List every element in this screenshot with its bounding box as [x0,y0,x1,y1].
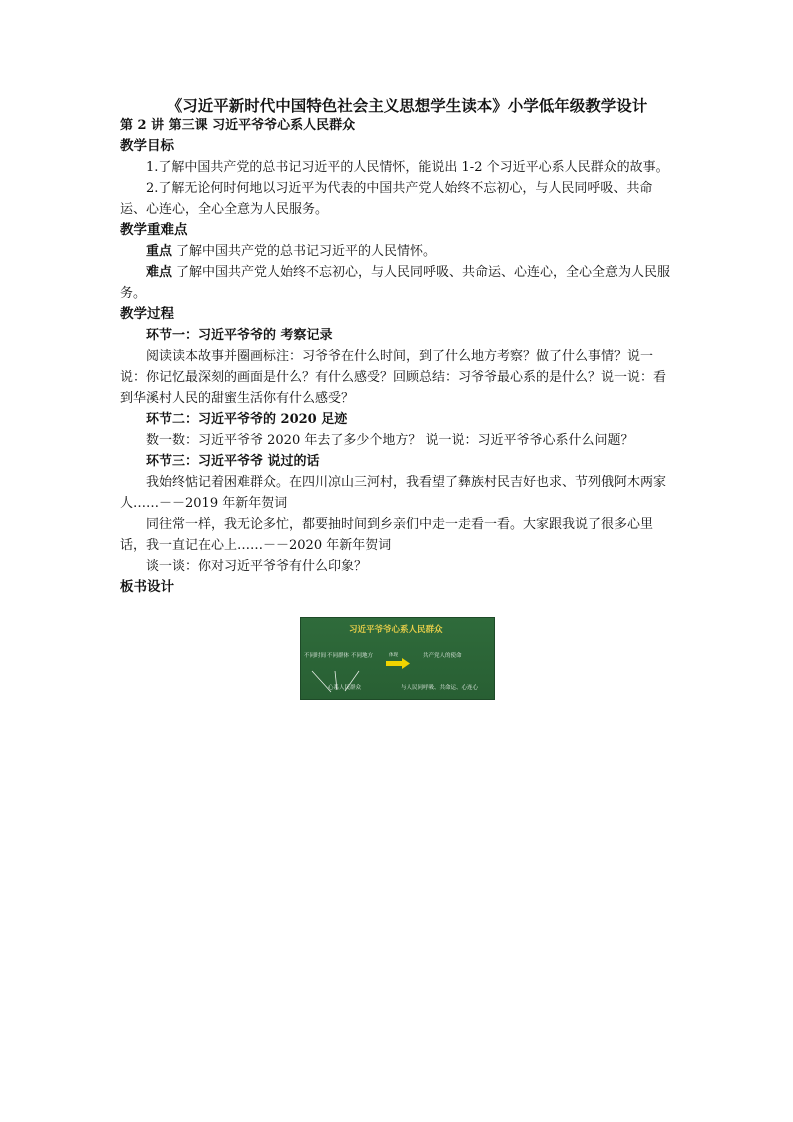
difficult-text: 了解中国共产党人始终不忘初心，与人民同呼吸、共命运、心连心，全心全意为人民服务。 [120,265,671,301]
board-title: 习近平爷爷心系人民群众 [349,625,443,635]
key-point [120,241,676,262]
step2-text: 数一数：习近平爷爷 2020 年去了多少个地方？ 说一说：习近平爷爷心系什么问题？ [146,433,634,448]
step1-title: 环节一：习近平爷爷的 考察记录 [146,328,333,343]
lesson-title: 第 2 讲 第三课 习近平爷爷心系人民群众 [120,118,356,133]
step1-text: 阅读读本故事并圈画标注：习爷爷在什么时间，到了什么地方考察？做了什么事情？说一说：你记忆最深刻的画面是什么？有什么感受？回顾总结：习爷爷最心系的是什么？说一说：看到华溪村人民的甜蜜生活你有什么感受？ [120,349,667,406]
discussion-prompt: 谈一谈：你对习近平爷爷有什么印象？ [146,559,368,574]
board-center: 心系人民群众 [328,685,362,691]
board-label-time: 不同时间 [304,653,327,659]
keypoints-heading: 教学重难点 [120,222,188,238]
board-mission: 共产党人的使命 [423,653,462,659]
board-heading: 板书设计 [120,579,174,595]
board-arrow-text: 体现 [389,653,398,658]
key-label: 重点 [146,244,173,259]
process-heading: 教学过程 [120,306,174,322]
step3-title: 环节三：习近平爷爷 说过的话 [146,454,320,469]
board-label-place: 不同地方 [351,653,374,659]
board-label-group: 不同群体 [327,653,350,659]
quote-2020: 同往常一样，我无论多忙，都要抽时间到乡亲们中走一走看一看。大家跟我说了很多心里话，我一直记在心上……－－2020 年新年贺词 [120,517,654,553]
objectives-heading: 教学目标 [120,138,174,154]
quote-2019: 我始终惦记着困难群众。在四川凉山三河村，我看望了彝族村民吉好也求、节列俄阿木两家人……－－2019 年新年贺词 [120,475,667,511]
step2-title: 环节二：习近平爷爷的 2020 足迹 [146,412,348,427]
document-title: 《习近平新时代中国特色社会主义思想学生读本》小学低年级教学设计 [166,96,648,115]
document-body [120,94,676,598]
difficult-label: 难点 [146,265,173,280]
key-text: 了解中国共产党的总书记习近平的人民情怀。 [176,244,437,259]
board-result: 与人民同呼吸、共命运、心连心 [401,685,479,691]
objective-2: 2.了解无论何时何地以习近平为代表的中国共产党人始终不忘初心，与人民同呼吸、共命运、心连心，全心全意为人民服务。 [120,181,653,217]
objective-1: 1.了解中国共产党的总书记习近平的人民情怀，能说出 1-2 个习近平心系人民群众的故事。 [146,160,669,175]
difficult-point [120,262,676,304]
blackboard-image [300,617,495,700]
arrow-icon [386,658,410,669]
